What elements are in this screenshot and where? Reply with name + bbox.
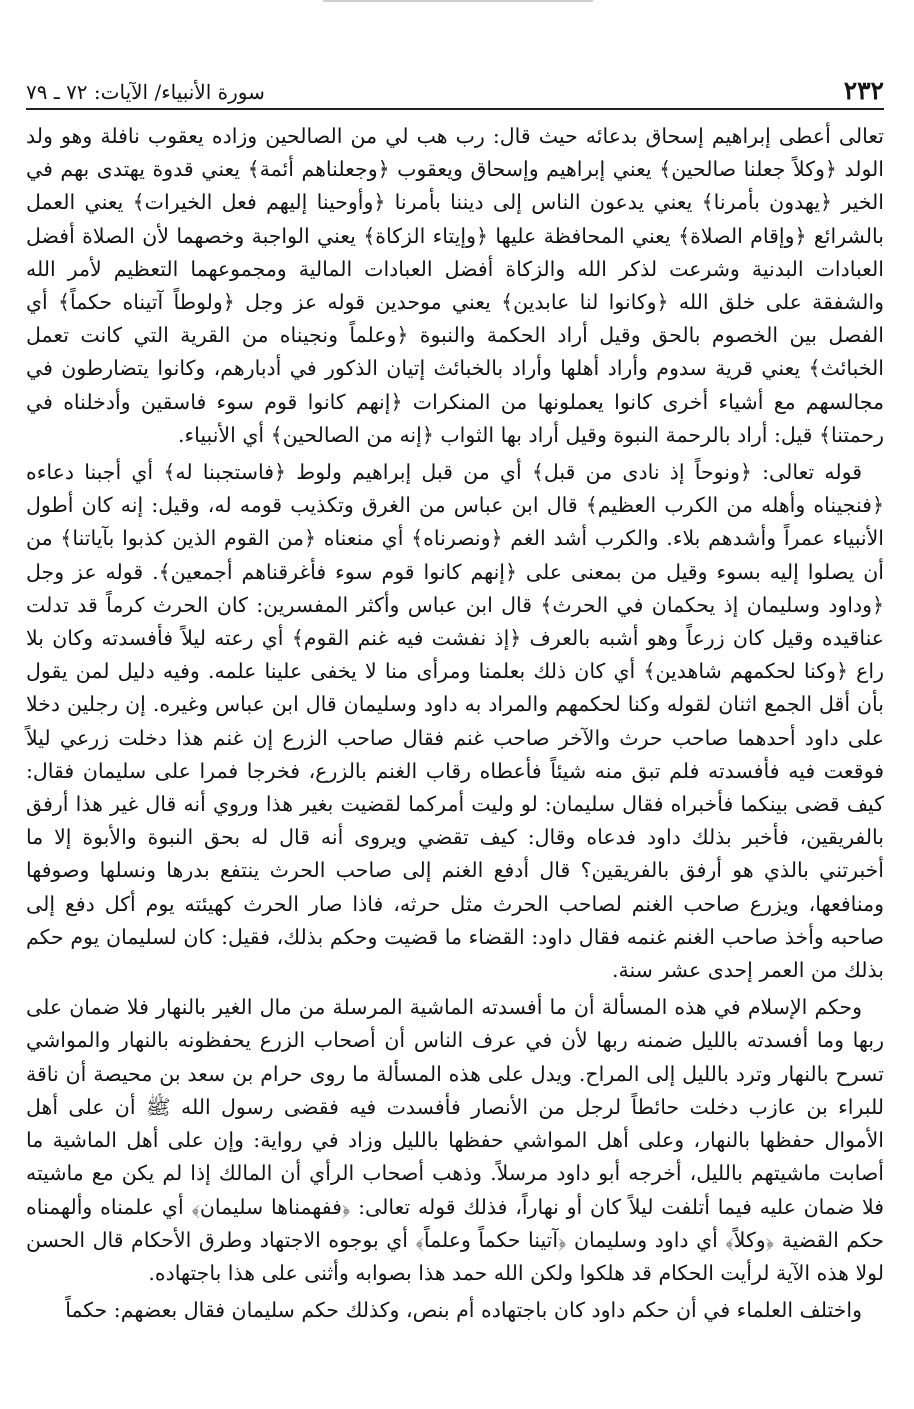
paragraph: تعالى أعطى إبراهيم إسحاق بدعائه حيث قال: رب هب لي من الصالحين وزاده يعقوب نافلة وهو ولد الولد ﴿وكلاً جعلنا صالحين﴾ يعني إبراهيم وإسحاق ويعقوب ﴿وجعلناهم أئمة﴾ يعني قدوة يهتدى بهم في الخير ﴿يهدون بأمرنا﴾ يعني يدعون الناس إلى ديننا بأمرنا ﴿وأوحينا إليهم فعل الخيرات﴾ يعني العمل بالشرائع ﴿وإقام الصلاة﴾ يعني المحافظة عليها ﴿وإيتاء الزكاة﴾ يعني الواجبة وخصهما لأن الصلاة أفضل العبادات البدنية وشرعت لذكر الله والزكاة أفضل العبادات المالية ومجموعهما التعظيم لأمر الله والشفقة على خلق الله ﴿وكانوا لنا عابدين﴾ يعني موحدين قوله عز وجل ﴿ولوطاً آتيناه حكماً﴾ أي الفصل بين الخصوم بالحق وقيل أراد الحكمة والنبوة ﴿وعلماً ونجيناه من القرية التي كانت تعمل الخبائث﴾ يعني قرية سدوم وأراد أهلها وأراد بالخبائث إتيان الذكور في أدبارهم، وكانوا يتضارطون في مجالسهم مع أشياء أخرى كانوا يعملونها من المنكرات ﴿إنهم كانوا قوم سوء فاسقين وأدخلناه في رحمتنا﴾ قيل: أراد بالرحمة النبوة وقيل أراد بها الثواب ﴿إنه من الصالحين﴾ أي الأنبياء. [26, 124, 884, 447]
page-header [26, 72, 884, 110]
paragraph: وحكم الإسلام في هذه المسألة أن ما أفسدته الماشية المرسلة من مال الغير بالنهار فلا ضمان على ربها وما أفسدته بالليل ضمنه ربها لأن في عرف الناس أن أصحاب الزرع يحفظونه بالنهار والمواشي تسرح بالنهار وترد بالليل إلى المراح. ويدل على هذه المسألة ما روى حرام بن سعد بن محيصة أن ناقة للبراء بن عازب دخلت حائطاً لرجل من الأنصار فأفسدت فيه فقضى رسول الله ﷺ أن على أهل الأموال حفظها بالنهار، وعلى أهل المواشي حفظها بالليل وزاد في رواية: وإن على أهل الماشية ما أصابت ماشيتهم بالليل، أخرجه أبو داود مرسلاً. وذهب أصحاب الرأي أن المالك إذا لم يكن مع ماشيته فلا ضمان عليه فيما أتلفت ليلاً كان أو نهاراً، فذلك قوله تعالى: ﴿ففهمناها سليمان﴾ أي علمناه وألهمناه حكم القضية ﴿وكلاً﴾ أي داود وسليمان ﴿آتينا حكماً وعلماً﴾ أي بوجوه الاجتهاد وطرق الأحكام قال الحسن لولا هذه الآية لرأيت الحكام قد هلكوا ولكن الله حمد هذا بصوابه وأثنى على هذا باجتهاده. [26, 995, 884, 1285]
scan-edge-line [323, 0, 593, 2]
paragraph: قوله تعالى: ﴿ونوحاً إذ نادى من قبل﴾ أي من قبل إبراهيم ولوط ﴿فاستجبنا له﴾ أي أجبنا دعاءه ﴿فنجيناه وأهله من الكرب العظيم﴾ قال ابن عباس من الغرق وتكذيب قومه له، وقيل: إنه كان أطول الأنبياء عمراً وأشدهم بلاء. والكرب أشد الغم ﴿ونصرناه﴾ أي منعناه ﴿من القوم الذين كذبوا بآياتنا﴾ من أن يصلوا إليه بسوء وقيل من بمعنى على ﴿إنهم كانوا قوم سوء فأغرقناهم أجمعين﴾. قوله عز وجل ﴿وداود وسليمان إذ يحكمان في الحرث﴾ قال ابن عباس وأكثر المفسرين: كان الحرث كرماً قد تدلت عناقيده وقيل كان زرعاً وهو أشبه بالعرف ﴿إذ نفشت فيه غنم القوم﴾ أي رعته ليلاً فأفسدته وكان بلا راع ﴿وكنا لحكمهم شاهدين﴾ أي كان ذلك بعلمنا ومرأى منا لا يخفى علينا علمه. وفيه دليل لمن يقول بأن أقل الجمع اثنان لقوله وكنا لحكمهم والمراد به داود وسليمان قال ابن عباس وغيره. إن رجلين دخلا على داود أحدهما صاحب حرث والآخر صاحب غنم فقال صاحب الزرع إن غنم هذا دخلت زرعي ليلاً فوقعت فيه فأفسدته فلم تبق منه شيئاً فأعطاه رقاب الغنم بالزرع، فخرجا فمرا على سليمان فقال: كيف قضى بينكما فأخبراه فقال سليمان: لو وليت أمركما لقضيت بغير هذا وروي أنه قال غير هذا أرفق بالفريقين، فأخبر بذلك داود فدعاه وقال: كيف تقضي ويروى أنه قال له بحق النبوة والأبوة إلا ما أخبرتني بالذي هو أرفق بالفريقين؟ قال أدفع الغنم إلى صاحب الحرث ينتفع بدرها ونسلها وصوفها ومنافعها، ويزرع صاحب الغنم لصاحب الحرث مثل حرثه، فاذا صار الحرث كهيئته يوم أكل دفع إلى صاحبه وأخذ صاحب الغنم غنمه فقال داود: القضاء ما قضيت وحكم بذلك، فقيل: كان لسليمان يوم حكم بذلك من العمر إحدى عشر سنة. [26, 460, 884, 983]
page-number: ٢٣٢ [843, 76, 884, 105]
page-body [26, 120, 884, 1331]
running-title: سورة الأنبياء/ الآيات: ٧٢ ـ ٧٩ [26, 80, 265, 104]
paragraph: واختلف العلماء في أن حكم داود كان باجتهاده أم بنص، وكذلك حكم سليمان فقال بعضهم: حكماً [65, 1298, 862, 1323]
